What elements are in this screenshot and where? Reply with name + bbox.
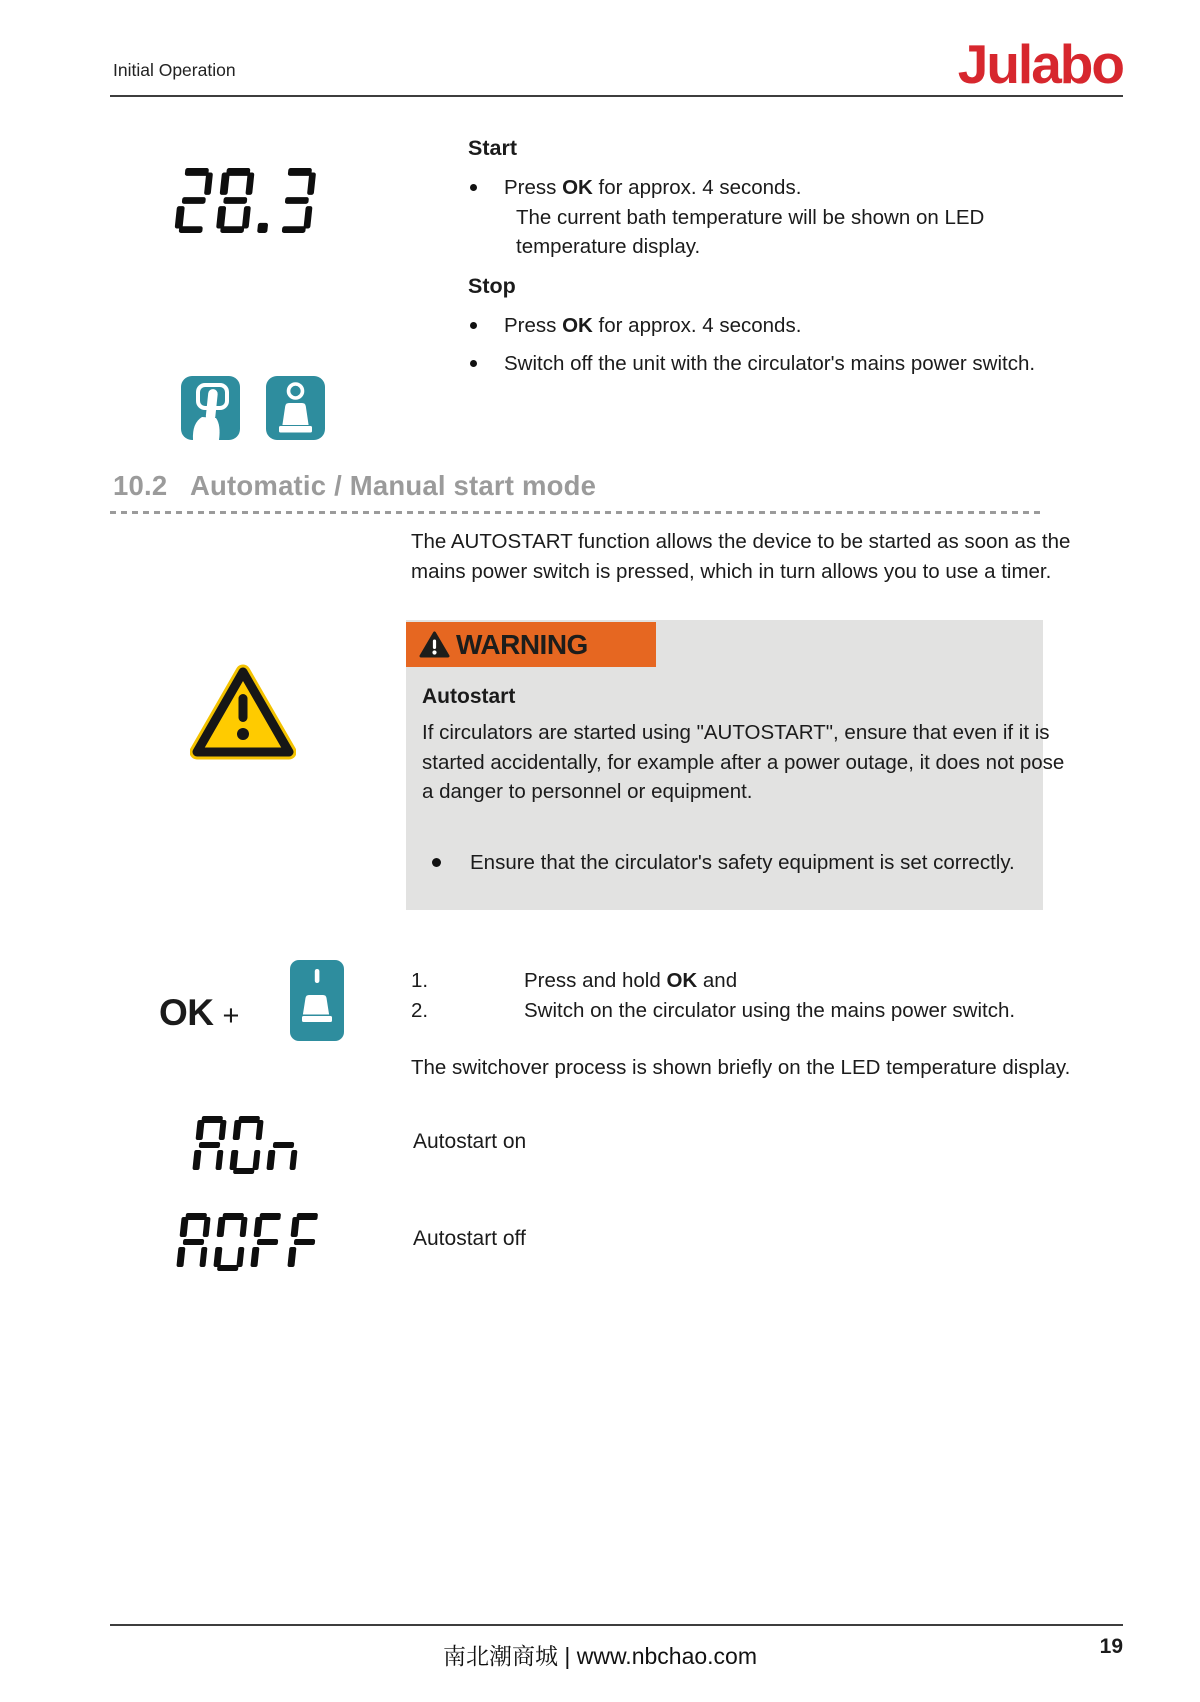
- step2-number: 2.: [411, 999, 429, 1022]
- bullet-dot-icon: [470, 360, 477, 367]
- start-bullet: [470, 173, 984, 262]
- stop-bullet2-text: Switch off the unit with the circulator's mains power switch.: [504, 352, 1036, 375]
- julabo-logo: Julabo: [957, 33, 1123, 95]
- stop-bullet1-ok: OK: [562, 314, 593, 337]
- warning-body-line2: started accidentally, for example after a power outage, it does not pose: [422, 750, 1065, 774]
- led-segment-char: [277, 168, 316, 233]
- led-segment-char: [250, 1213, 285, 1271]
- step2-text: Switch on the circulator using the mains power switch.: [524, 999, 1016, 1022]
- start-bullet-ok: OK: [562, 176, 593, 199]
- warning-body-line1: If circulators are started using "AUTOSTART", ensure that even if it is: [422, 721, 1050, 744]
- warning-box: [406, 620, 1065, 910]
- led-segment-char: [216, 168, 255, 233]
- warning-bullet-text: Ensure that the circulator's safety equipment is set correctly.: [470, 851, 1015, 874]
- header-rule: [110, 95, 1123, 97]
- led-segment-char: [257, 168, 275, 233]
- led-segment-char: [287, 1213, 322, 1271]
- start-bullet-pre: Press: [504, 176, 563, 199]
- section-heading: [113, 470, 596, 502]
- ok-key-label: OK: [159, 992, 214, 1033]
- step1-number: 1.: [411, 969, 429, 992]
- stop-bullet1-text: [504, 311, 801, 341]
- bullet-dot-icon: [470, 322, 477, 329]
- autostart-off-label: Autostart off: [413, 1227, 526, 1250]
- start-bullet-text: [504, 173, 984, 262]
- start-bullet-line2: The current bath temperature will be shown on LED: [516, 205, 985, 229]
- step1-ok: OK: [666, 969, 698, 992]
- autostart-steps: [411, 966, 1015, 1026]
- ansi-warning-icon: [419, 631, 450, 658]
- page-number: 19: [1099, 1635, 1123, 1658]
- ok-plus-combo: [159, 992, 239, 1034]
- press-ok-button-icon: [181, 376, 240, 445]
- warning-body: [422, 718, 1064, 807]
- intro-line-2: mains power switch is pressed, which in turn allows you to use a timer.: [411, 559, 1052, 583]
- led-segment-char: [176, 1213, 211, 1271]
- header-section-label: Initial Operation: [113, 60, 236, 80]
- plus-sign: +: [222, 1000, 240, 1032]
- stop-bullet1-post: for approx. 4 seconds.: [592, 314, 802, 337]
- warning-title: Autostart: [422, 685, 516, 708]
- led-segment-char: [229, 1116, 264, 1174]
- stop-bullet-2: [470, 349, 1035, 379]
- led-segment-char: [266, 1116, 301, 1174]
- switchover-note: The switchover process is shown briefly on the LED temperature display.: [411, 1056, 1071, 1079]
- section-dashed-rule: [110, 511, 1042, 514]
- start-bullet-line3: temperature display.: [516, 235, 701, 258]
- footer-watermark: 南北潮商城 | www.nbchao.com: [442, 1643, 757, 1669]
- bullet-dot-icon: [432, 858, 441, 867]
- intro-line-1: The AUTOSTART function allows the device to be started as soon as the: [411, 530, 1071, 553]
- warning-triangle-icon: [190, 664, 296, 765]
- section-number: 10.2: [113, 470, 168, 501]
- led-segment-char: [192, 1116, 227, 1174]
- step1-text: [524, 966, 737, 996]
- step1-pre: Press and hold: [524, 969, 667, 992]
- warning-header: [406, 622, 656, 667]
- start-bullet-post: for approx. 4 seconds.: [592, 176, 802, 199]
- warning-label: WARNING: [456, 628, 588, 660]
- ok-power-switch-icon: [290, 960, 344, 1046]
- warning-bullet: [432, 848, 1015, 878]
- step-1: [411, 966, 1015, 996]
- step-2: [411, 996, 1015, 1026]
- stop-bullet-1: [470, 311, 801, 341]
- section-title: Automatic / Manual start mode: [190, 470, 597, 501]
- stop-heading: Stop: [468, 274, 516, 298]
- autostart-off-led-display: [176, 1213, 322, 1271]
- autostart-on-led-display: [192, 1116, 301, 1174]
- start-heading: Start: [468, 136, 517, 160]
- bath-temperature-led-display: [174, 168, 316, 233]
- step1-post: and: [697, 969, 738, 992]
- warning-body-line3: a danger to personnel or equipment.: [422, 780, 753, 803]
- autostart-intro: [411, 527, 1070, 586]
- footer-rule: [110, 1624, 1123, 1626]
- bullet-dot-icon: [470, 184, 477, 191]
- autostart-on-label: Autostart on: [413, 1130, 527, 1153]
- led-segment-char: [213, 1213, 248, 1271]
- mains-power-switch-icon: [266, 376, 325, 445]
- led-segment-char: [174, 168, 213, 233]
- stop-bullet1-pre: Press: [504, 314, 563, 337]
